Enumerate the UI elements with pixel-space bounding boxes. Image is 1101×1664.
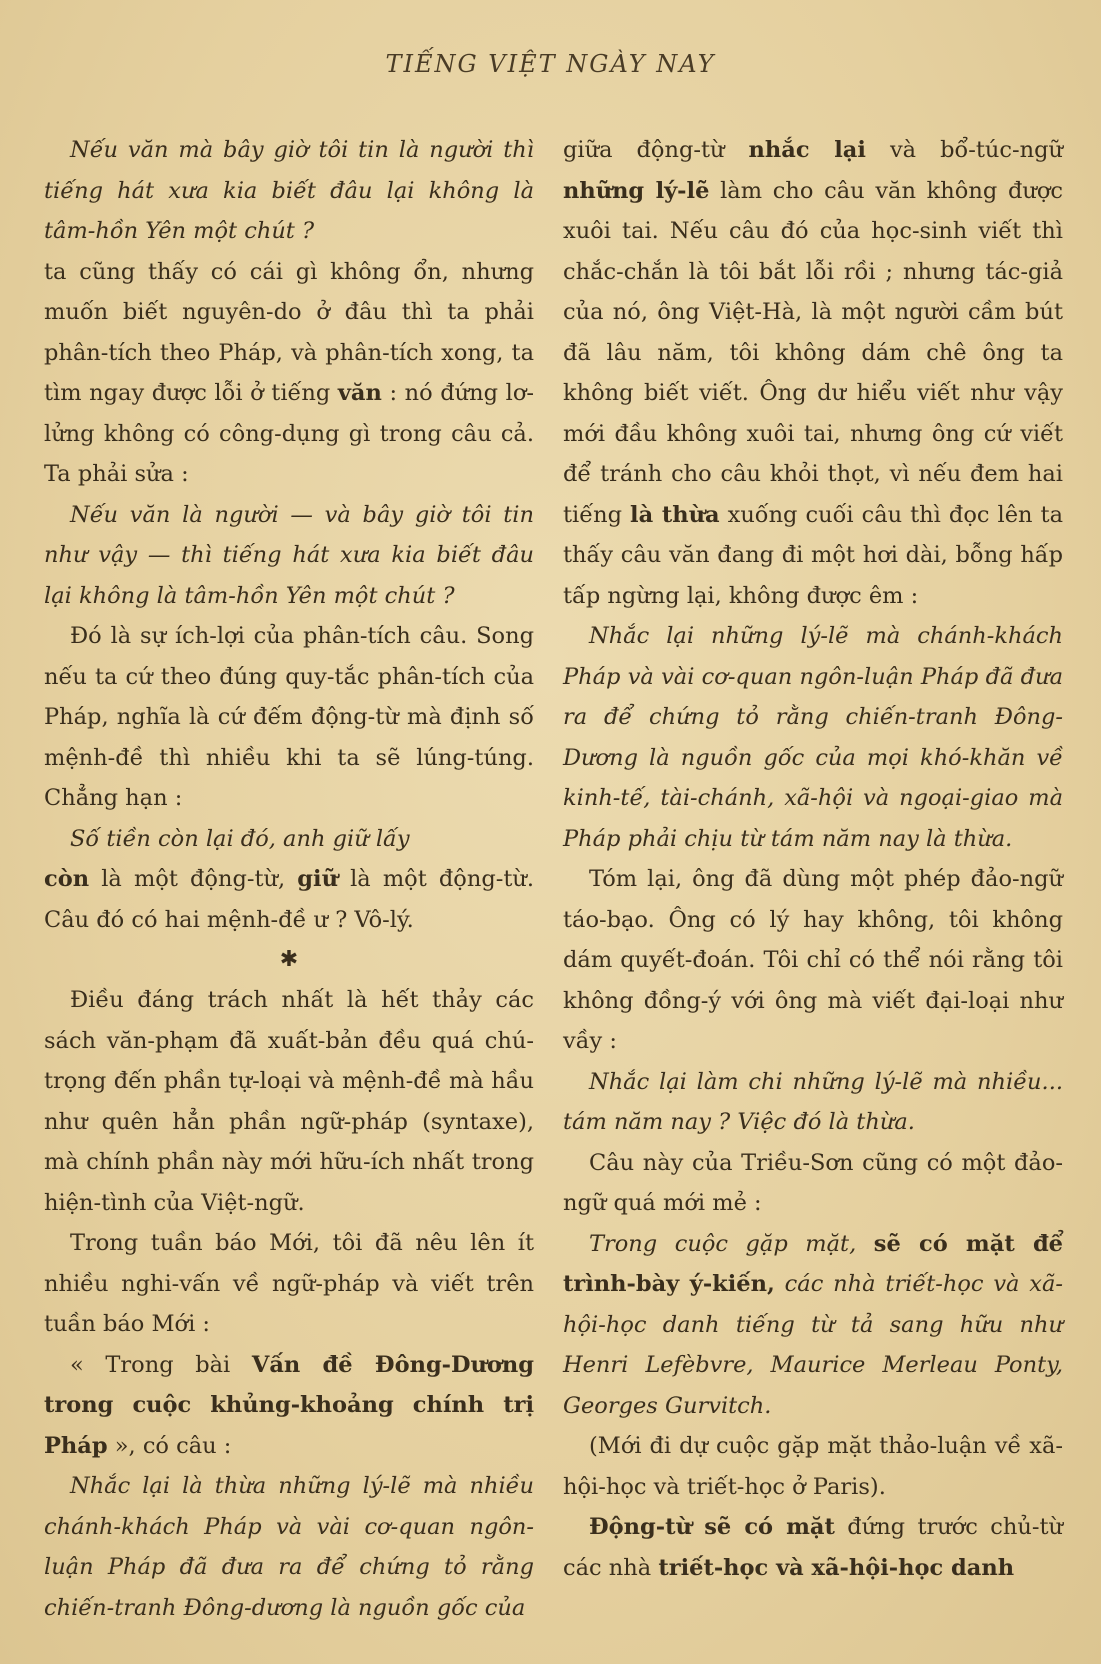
quote-corrected: Nếu văn là người — và bây giờ tôi tin như vậy — thì tiếng hát xưa kia biết đâu lại không là tâm-hồn Yên một chút ? bbox=[44, 501, 534, 609]
bold-word: văn bbox=[337, 380, 382, 406]
quote-viet-ha: Nhắc lại là thừa những lý-lẽ mà nhiều chánh-khách Pháp và vài cơ-quan ngôn-luận Pháp đã đưa ra để chứng tỏ rằng chiến-tranh Đông-dương là nguồn gốc của bbox=[44, 1473, 534, 1621]
paragraph-summary: Tóm lại, ông đã dùng một phép đảo-ngữ táo-bạo. Ông có lý hay không, tôi không dám quyết-đoán. Tôi chỉ có thể nói rằng tôi không đồng-ý với ông mà viết đại-loại như vầy : bbox=[563, 866, 1063, 1054]
paragraph-verbs: còn là một động-từ, giữ là một động-từ. Câu đó có hai mệnh-đề ư ? Vô-lý. bbox=[44, 866, 535, 933]
article-title: Vấn đề Đông-Dương trong cuộc khủng-khoảng chính trị Pháp bbox=[44, 1351, 534, 1459]
quote-original: Nếu văn mà bây giờ tôi tin là người thì tiếng hát xưa kia biết đâu lại không là tâm-hồn Yên một chút ? bbox=[44, 137, 534, 244]
paragraph-criticism: Điều đáng trách nhất là hết thảy các sách văn-phạm đã xuất-bản đều quá chú-trọng đến phần tự-loại và mệnh-đề mà hầu như quên hẳn phần ngữ-pháp (syntaxe), mà chính phần này mới hữu-ích nhất trong hiện-tình của Việt-ngữ. bbox=[44, 987, 534, 1216]
paragraph-usefulness: Đó là sự ích-lợi của phân-tích câu. Song nếu ta cứ theo đúng quy-tắc phân-tích của Pháp, nghĩa là cứ đếm động-từ mà định số mệnh-đề thì nhiều khi ta sẽ lúng-túng. Chẳng hạn : bbox=[44, 623, 534, 811]
quote-alternative: Nhắc lại làm chi những lý-lẽ mà nhiều... tám năm nay ? Việc đó là thừa. bbox=[563, 1068, 1063, 1135]
source-citation: (Mới đi dự cuộc gặp mặt thảo-luận về xã-hội-học và triết-học ở Paris). bbox=[563, 1433, 1063, 1500]
running-header: TIẾNG VIỆT NGÀY NAY bbox=[385, 50, 716, 78]
paragraph-article-title: « Trong bài Vấn đề Đông-Dương trong cuộc khủng-khoảng chính trị Pháp », có câu : bbox=[44, 1351, 534, 1459]
paragraph-subject-verb: Động-từ sẽ có mặt đứng trước chủ-từ các nhà triết-học và xã-hội-học danh bbox=[563, 1514, 1064, 1581]
quote-trieu-son: Trong cuộc gặp mặt, sẽ có mặt để trình-bày ý-kiến, các nhà triết-học và xã-hội-học danh tiếng từ tả sang hữu như Henri Lefèbvre, Maurice Merleau Ponty, Georges Gurvitch. bbox=[563, 1230, 1064, 1419]
right-column bbox=[563, 130, 1063, 1588]
paragraph-tuan-bao-moi: Trong tuần báo Mới, tôi đã nêu lên ít nhiều nghi-vấn về ngữ-pháp và viết trên tuần báo Mới : bbox=[44, 1230, 534, 1337]
left-column bbox=[44, 130, 534, 1628]
paragraph-trieu-son: Câu này của Triều-Sơn cũng có một đảo-ngữ quá mới mẻ : bbox=[563, 1149, 1063, 1216]
paragraph-analysis: ta cũng thấy có cái gì không ổn, nhưng muốn biết nguyên-do ở đâu thì ta phải phân-tích theo Pháp, và phân-tích xong, ta tìm ngay được lỗi ở tiếng văn : nó đứng lơ-lửng không có công-dụng gì trong câu cả. Ta phải sửa : bbox=[44, 258, 534, 487]
section-divider-star-icon: ✱ bbox=[279, 947, 299, 972]
quote-rearranged: Nhắc lại những lý-lẽ mà chánh-khách Pháp và vài cơ-quan ngôn-luận Pháp đã đưa ra để chứng tỏ rằng chiến-tranh Đông-Dương là nguồn gốc của mọi khó-khăn về kinh-tế, tài-chánh, xã-hội và ngoại-giao mà Pháp phải chịu từ tám năm nay là thừa. bbox=[563, 623, 1063, 852]
paragraph-inversion-explanation: giữa động-từ nhắc lại và bổ-túc-ngữ những lý-lẽ làm cho câu văn không được xuôi tai. Nếu câu đó của học-sinh viết thì chắc-chắn là tôi bắt lỗi rồi ; nhưng tác-giả của nó, ông Việt-Hà, là một người cầm bút đã lâu năm, tôi không dám chê ông ta không biết viết. Ông dư hiểu viết như vậy mới đầu không xuôi tai, nhưng ông cứ viết để tránh cho câu khỏi thọt, vì nếu đem hai tiếng là thừa xuống cuối câu thì đọc lên ta thấy câu văn đang đi một hơi dài, bỗng hấp tấp ngừng lại, không được êm : bbox=[563, 137, 1063, 609]
example-sentence: Số tiền còn lại đó, anh giữ lấy bbox=[70, 825, 410, 852]
